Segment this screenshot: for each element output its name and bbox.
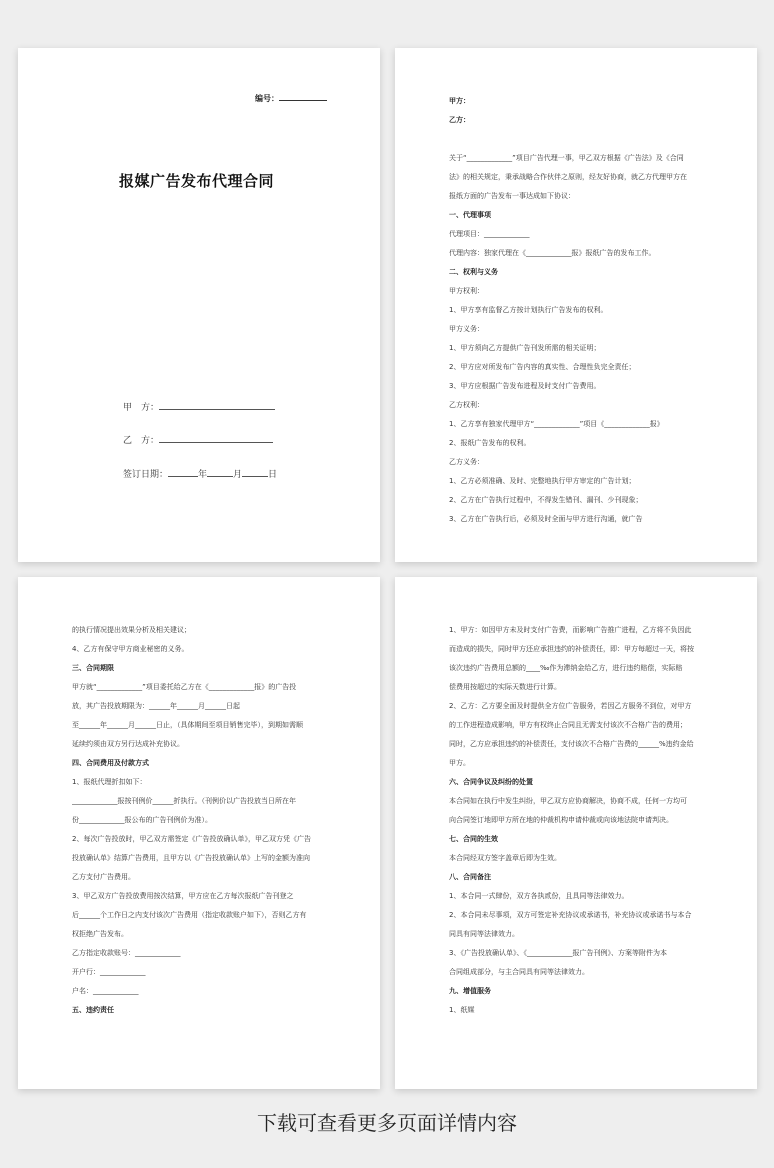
text-line: 偿费用按超过的实际天数进行计算。 xyxy=(449,683,561,691)
party-a-label: 甲 方： xyxy=(123,403,160,413)
year-blank xyxy=(168,467,198,477)
section-heading: 四、合同费用及付款方式 xyxy=(72,759,149,767)
party-b-label: 乙 方： xyxy=(123,436,160,446)
text-line: 投放确认单》结算广告费用，且甲方以《广告投放确认单》上写的金额为准向 xyxy=(72,854,310,862)
text-line: 报纸方面的广告发布一事达成如下协议： xyxy=(449,192,575,200)
contract-page-4 xyxy=(395,577,757,1089)
text-line: 乙方指定收款账号：_____________ xyxy=(72,949,181,957)
party-a-blank xyxy=(159,400,275,410)
text-line: 法》的相关规定，秉承战略合作伙伴之原则，经友好协商，就乙方代理甲方在 xyxy=(449,173,687,181)
section-heading: 一、代理事项 xyxy=(449,211,491,219)
page-3-text xyxy=(18,577,380,1089)
text-line: 甲方义务： xyxy=(449,325,484,333)
section-heading: 二、权利与义务 xyxy=(449,268,498,276)
page-2-text xyxy=(395,48,757,562)
party-b-blank xyxy=(159,433,273,443)
text-line: 合同组成部分，与主合同具有同等法律效力。 xyxy=(449,968,589,976)
signing-date-line xyxy=(123,467,277,480)
text-line xyxy=(449,130,729,149)
text-line: 该次违约广告费用总额的____‰作为滞纳金给乙方，进行违约赔偿，实际赔 xyxy=(449,664,683,672)
text-line: 2、乙方：乙方要全面及时提供全方位广告服务，若因乙方服务不到位，对甲方 xyxy=(449,702,692,710)
text-line: 2、甲方应对所发布广告内容的真实性、合理性负完全责任； xyxy=(449,363,636,371)
text-line: 4、乙方有保守甲方商业秘密的义务。 xyxy=(72,645,189,653)
text-line: 3、甲方应根据广告发布进程及时支付广告费用。 xyxy=(449,382,601,390)
document-number xyxy=(255,92,327,104)
party-a-signature-line xyxy=(123,400,275,413)
month-blank xyxy=(207,467,233,477)
party-b-signature-line xyxy=(123,433,273,446)
day-label: 日 xyxy=(268,470,278,480)
text-line: 本合同经双方签字盖章后即为生效。 xyxy=(449,854,561,862)
text-line: 1、本合同一式肆份，双方各执贰份，且具同等法律效力。 xyxy=(449,892,629,900)
text-line: 同具有同等法律效力。 xyxy=(449,930,519,938)
text-line: 乙方义务： xyxy=(449,458,484,466)
section-heading: 七、合同的生效 xyxy=(449,835,498,843)
text-line: 1、甲方享有监督乙方按计划执行广告发布的权利。 xyxy=(449,306,608,314)
text-line: 延续约须由双方另行达成补充协议。 xyxy=(72,740,184,748)
text-line: 权拒绝广告发布。 xyxy=(72,930,128,938)
text-line: 2、每次广告投放时，甲乙双方需签定《广告投放确认单》，甲乙双方凭《广告 xyxy=(72,835,311,843)
document-number-label: 编号： xyxy=(255,94,279,103)
text-line: 3、甲乙双方广告投放费用按次结算，甲方应在乙方每次报纸广告刊登之 xyxy=(72,892,294,900)
text-line: 甲方就“_____________”项目委托给乙方在《_____________报》的广告投 xyxy=(72,683,297,691)
day-blank xyxy=(242,467,268,477)
text-line: 开户行：_____________ xyxy=(72,968,146,976)
contract-cover-page xyxy=(18,48,380,562)
text-line: 乙方支付广告费用。 xyxy=(72,873,135,881)
text-line: 后______个工作日之内支付该次广告费用（指定收款账户如下），否则乙方有 xyxy=(72,911,307,919)
download-more-hint: 下载可查看更多页面详情内容 xyxy=(257,1111,517,1135)
section-heading: 八、合同备注 xyxy=(449,873,491,881)
text-line: 同时，乙方应承担违约的补偿责任，支付该次不合格广告费的______%违约金给 xyxy=(449,740,694,748)
text-line: 1、乙方必须准确、及时、完整地执行甲方审定的广告计划； xyxy=(449,477,636,485)
text-line: 甲方。 xyxy=(449,759,470,767)
text-line: 代理内容：独家代理在《_____________报》报纸广告的发布工作。 xyxy=(449,249,656,257)
text-line: 1、甲方：如因甲方未及时支付广告费，而影响广告推广进程，乙方将不负因此 xyxy=(449,626,692,634)
text-line: 3、《广告投放确认单》、《_____________报广告刊例》、方案等附件为本 xyxy=(449,949,667,957)
text-line: 甲方权利： xyxy=(449,287,484,295)
text-line: 乙方权利： xyxy=(449,401,484,409)
section-heading: 九、增值服务 xyxy=(449,987,491,995)
text-line: 份_____________报公布的广告刊例价为准）。 xyxy=(72,816,212,824)
text-line: 放，其广告投放期限为：______年______月______日起 xyxy=(72,702,240,710)
month-label: 月 xyxy=(233,470,243,480)
text-line: _____________报按刊例价______折执行。（刊例价以广告投放当日所在年 xyxy=(72,797,296,805)
text-line: 的执行情况提出效果分析及相关建议； xyxy=(72,626,191,634)
text-line: 2、本合同未尽事项，双方可签定补充协议或承诺书，补充协议或承诺书与本合 xyxy=(449,911,692,919)
text-line: 本合同如在执行中发生纠纷，甲乙双方应协商解决，协商不成，任何一方均可 xyxy=(449,797,687,805)
text-line: 1、甲方须向乙方提供广告刊发所需的相关证明； xyxy=(449,344,601,352)
contract-page-3 xyxy=(18,577,380,1089)
text-line: 户名：_____________ xyxy=(72,987,139,995)
section-heading: 乙方： xyxy=(449,116,470,124)
text-line: 1、乙方享有独家代理甲方“_____________”项目《_____________报》 xyxy=(449,420,664,428)
text-line: 向合同签订地即甲方所在地的仲裁机构申请仲裁或向该地法院申请判决。 xyxy=(449,816,673,824)
document-number-blank xyxy=(279,92,327,101)
text-line: 而造成的损失，同时甲方还应承担违约的补偿责任，即：甲方每超过一天，将按 xyxy=(449,645,694,653)
signing-date-label: 签订日期： xyxy=(123,470,169,480)
section-heading: 五、违约责任 xyxy=(72,1006,114,1014)
text-line: 2、乙方在广告执行过程中，不得发生错刊、漏刊、少刊现象； xyxy=(449,496,643,504)
year-label: 年 xyxy=(198,470,208,480)
text-line: 的工作进程造成影响，甲方有权终止合同且无需支付该次不合格广告的费用； xyxy=(449,721,687,729)
text-line: 1、报纸代理折扣如下： xyxy=(72,778,147,786)
section-heading: 三、合同期限 xyxy=(72,664,114,672)
contract-page-2 xyxy=(395,48,757,562)
text-line: 3、乙方在广告执行后，必须及时全面与甲方进行沟通，就广告 xyxy=(449,515,643,523)
text-line: 2、报纸广告发布的权利。 xyxy=(449,439,531,447)
text-line: 代理项目：_____________ xyxy=(449,230,530,238)
text-line: 关于“_____________”项目广告代理一事，甲乙双方根据《广告法》及《合同 xyxy=(449,154,684,162)
section-heading: 甲方： xyxy=(449,97,470,105)
text-line: 1、纸媒 xyxy=(449,1006,475,1014)
contract-title: 报媒广告发布代理合同 xyxy=(119,172,275,190)
text-line: 至______年______月______日止，（具体期间至项目销售完毕），到期如需顺 xyxy=(72,721,303,729)
section-heading: 六、合同争议及纠纷的处置 xyxy=(449,778,533,786)
page-4-text xyxy=(395,577,757,1089)
